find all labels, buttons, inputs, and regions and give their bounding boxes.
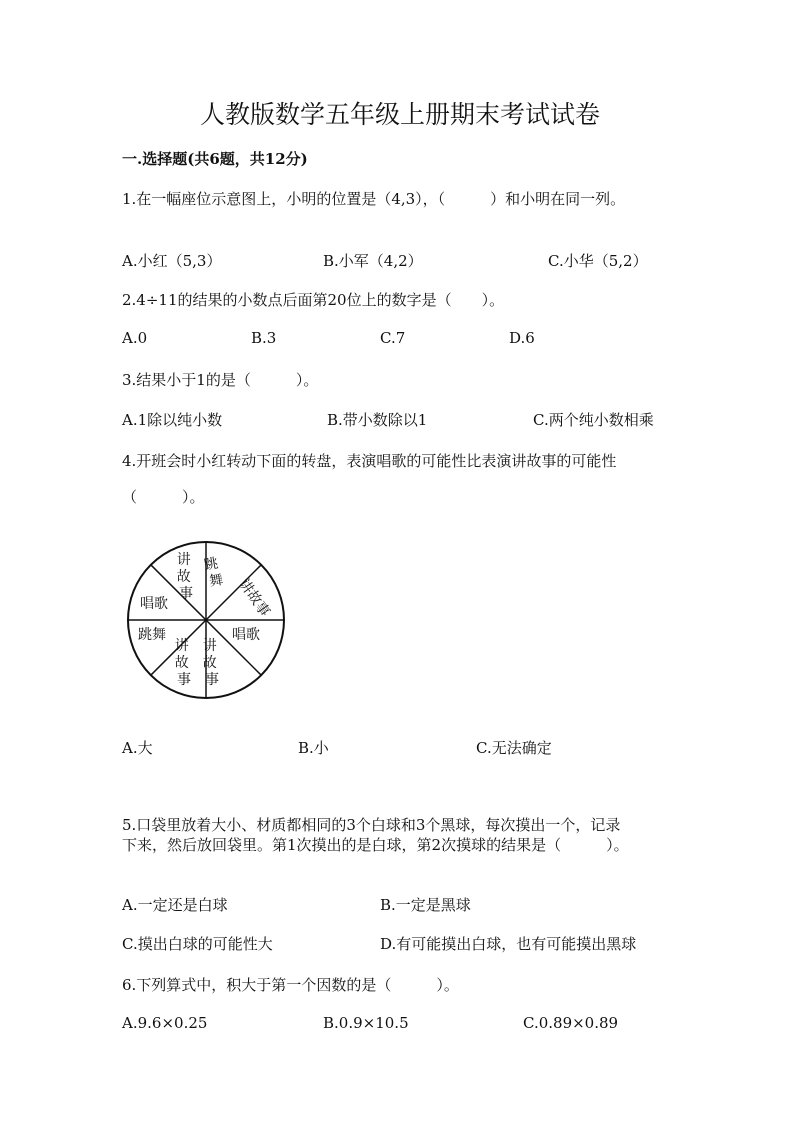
question-5-option-b[interactable]: B.一定是黑球 bbox=[380, 896, 471, 914]
question-4-stem-line2: （ ）。 bbox=[122, 488, 205, 506]
spinner-label-1 bbox=[177, 552, 195, 602]
spinner-label-5-char: 讲 bbox=[202, 638, 217, 654]
question-2-option-d[interactable]: D.6 bbox=[509, 329, 535, 347]
question-6-stem: 6.下列算式中，积大于第一个因数的是（ ）。 bbox=[122, 976, 459, 994]
spinner-label-2-char: 跳 bbox=[202, 555, 220, 574]
spinner-label-6-char: 故 bbox=[174, 655, 189, 671]
spinner-label-6-char: 事 bbox=[177, 672, 191, 688]
question-3-option-c[interactable]: C.两个纯小数相乘 bbox=[533, 411, 654, 429]
spinner-label-5 bbox=[203, 638, 221, 688]
question-6-option-c[interactable]: C.0.89×0.89 bbox=[523, 1014, 619, 1032]
question-6-option-b[interactable]: B.0.9×10.5 bbox=[323, 1014, 409, 1032]
question-2-option-a[interactable]: A.0 bbox=[122, 329, 148, 347]
question-5-option-c[interactable]: C.摸出白球的可能性大 bbox=[122, 935, 273, 953]
spinner-label-5-char: 故 bbox=[202, 655, 217, 671]
question-6-option-a[interactable]: A.9.6×0.25 bbox=[122, 1014, 208, 1032]
question-4-option-c[interactable]: C.无法确定 bbox=[476, 739, 552, 757]
question-2-stem: 2.4÷11的结果的小数点后面第20位上的数字是（ ）。 bbox=[122, 291, 505, 309]
spinner-label-6-char: 讲 bbox=[174, 638, 189, 654]
spinner-label-4: 唱歌 bbox=[232, 627, 260, 643]
question-2-option-c[interactable]: C.7 bbox=[380, 329, 406, 347]
spinner-label-3: 讲故事 bbox=[235, 576, 273, 620]
question-5-stem-line1: 5.口袋里放着大小、材质都相同的3个白球和3个黑球，每次摸出一个，记录 bbox=[122, 816, 621, 834]
spinner-label-1-char: 讲 bbox=[176, 552, 191, 568]
spinner-label-5-char: 事 bbox=[205, 672, 219, 688]
spinner-label-1-char: 故 bbox=[176, 569, 191, 585]
spinner-label-2-char: 舞 bbox=[207, 571, 225, 591]
question-5-option-d[interactable]: D.有可能摸出白球，也有可能摸出黑球 bbox=[380, 935, 637, 953]
question-4-option-a[interactable]: A.大 bbox=[122, 739, 153, 757]
question-5-option-a[interactable]: A.一定还是白球 bbox=[122, 896, 228, 914]
spinner-label-6 bbox=[175, 638, 193, 688]
question-3-option-a[interactable]: A.1除以纯小数 bbox=[122, 411, 223, 429]
spinner-label-8: 唱歌 bbox=[140, 596, 168, 612]
spinner-label-7: 跳舞 bbox=[138, 627, 166, 643]
question-3-option-b[interactable]: B.带小数除以1 bbox=[327, 411, 428, 429]
question-2-option-b[interactable]: B.3 bbox=[251, 329, 277, 347]
spinner-label-1-char: 事 bbox=[179, 586, 193, 602]
spinner-diagram bbox=[126, 540, 286, 700]
question-4-stem-line1: 4.开班会时小红转动下面的转盘，表演唱歌的可能性比表演讲故事的可能性 bbox=[122, 452, 617, 470]
page-title: 人教版数学五年级上册期末考试试卷 bbox=[199, 100, 600, 129]
question-1-option-a[interactable]: A.小红（5,3） bbox=[122, 252, 222, 270]
question-4-option-b[interactable]: B.小 bbox=[298, 739, 329, 757]
question-5-stem-line2: 下来，然后放回袋里。第1次摸出的是白球，第2次摸球的结果是（ ）。 bbox=[122, 836, 629, 854]
question-1-option-b[interactable]: B.小军（4,2） bbox=[323, 252, 423, 270]
question-1-stem: 1.在一幅座位示意图上，小明的位置是（4,3），（ ）和小明在同一列。 bbox=[122, 190, 626, 208]
section-heading: 一.选择题(共6题，共12分) bbox=[122, 150, 308, 168]
question-1-option-c[interactable]: C.小华（5,2） bbox=[548, 252, 648, 270]
question-3-stem: 3.结果小于1的是（ ）。 bbox=[122, 371, 319, 389]
